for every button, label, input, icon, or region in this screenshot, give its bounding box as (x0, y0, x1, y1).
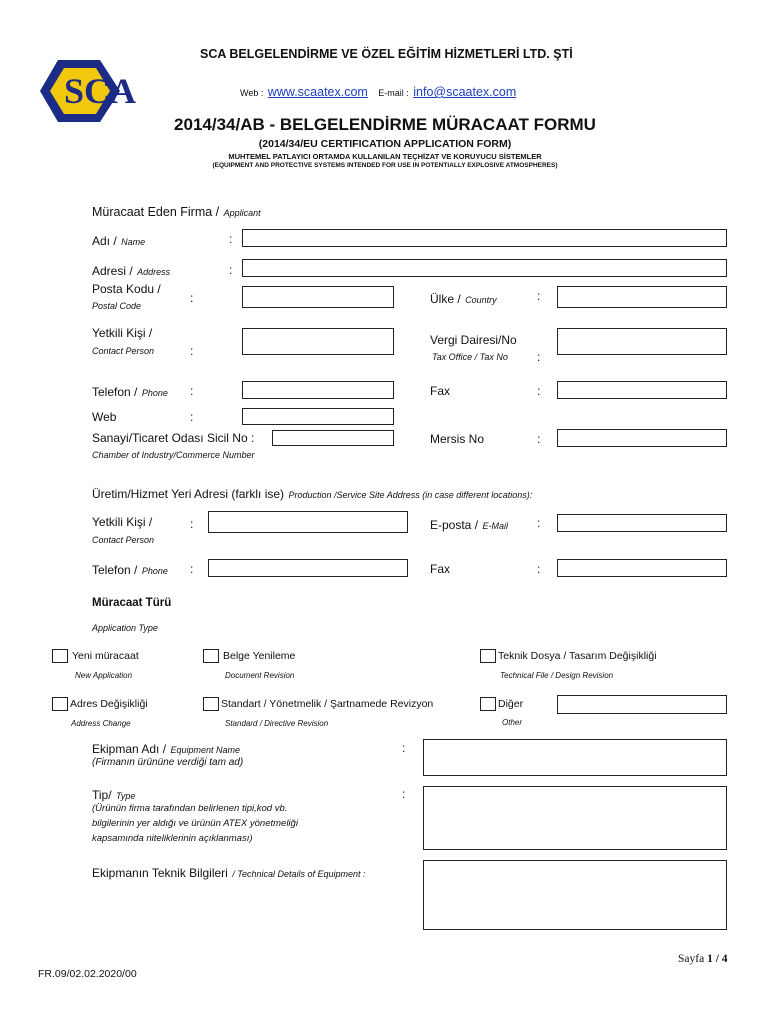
prod-email-label: E-posta / E-Mail (430, 518, 508, 532)
tech-details-field[interactable] (423, 860, 727, 930)
mersis-field[interactable] (557, 429, 727, 447)
form-subtitle-en: (2014/34/EU CERTIFICATION APPLICATION FORM) (258, 138, 512, 150)
postal-label: Posta Kodu / (92, 282, 161, 296)
application-type-heading: Müracaat Türü (92, 597, 172, 609)
name-field[interactable] (242, 229, 727, 247)
prod-contact-field[interactable] (208, 511, 408, 533)
tech-details-label: Ekipmanın Teknik Bilgileri / Technical Details of Equipment : (92, 866, 366, 880)
phone-field[interactable] (242, 381, 394, 399)
checkbox-new-application[interactable] (52, 649, 68, 663)
prod-contact-label-en: Contact Person (92, 535, 155, 545)
option-other-label: Diğer (498, 698, 524, 710)
tax-label-en: Tax Office / Tax No (432, 352, 508, 362)
checkbox-other[interactable] (480, 697, 496, 711)
page-indicator: Sayfa 1 / 4 (678, 953, 728, 965)
option-new-application-label: Yeni müracaat (72, 650, 139, 662)
applicant-heading-en: Applicant (223, 208, 261, 218)
checkbox-standard-revision[interactable] (203, 697, 219, 711)
type-note-3: kapsamında niteliklerinin açıklanması) (92, 833, 253, 844)
equipment-name-note: (Firmanın ürününe verdiği tam ad) (92, 757, 244, 768)
web-field-label: Web (92, 410, 117, 424)
checkbox-technical-file[interactable] (480, 649, 496, 663)
phone-label: Telefon / Phone (92, 385, 168, 399)
application-type-heading-en: Application Type (92, 623, 158, 633)
tax-label: Vergi Dairesi/No (430, 333, 517, 347)
prod-fax-field[interactable] (557, 559, 727, 577)
type-note-2: bilgilerinin yer aldığı ve ürünün ATEX yönetmeliği (92, 818, 298, 829)
prod-email-field[interactable] (557, 514, 727, 532)
equipment-name-field[interactable] (423, 739, 727, 776)
web-field[interactable] (242, 408, 394, 425)
other-field[interactable] (557, 695, 727, 714)
applicant-heading-tr: Müracaat Eden Firma / (92, 205, 220, 219)
country-label: Ülke / Country (430, 292, 497, 306)
prod-phone-label: Telefon / Phone (92, 563, 168, 577)
contact-label-en: Contact Person (92, 346, 155, 356)
option-new-application-en: New Application (75, 671, 133, 680)
checkbox-document-revision[interactable] (203, 649, 219, 663)
option-address-change-label: Adres Değişikliği (70, 698, 148, 710)
chamber-field[interactable] (272, 430, 394, 446)
chamber-label: Sanayi/Ticaret Odası Sicil No : (92, 431, 255, 445)
form-subtitle-scope: MUHTEMEL PATLAYICI ORTAMDA KULLANILAN TEÇHİZAT VE KORUYUCU SİSTEMLER (228, 152, 542, 161)
web-label: Web : (240, 88, 264, 98)
option-standard-revision-en: Standard / Directive Revision (225, 719, 329, 728)
type-label: Tip/ Type (92, 788, 136, 802)
postal-label-en: Postal Code (92, 301, 142, 311)
contact-field[interactable] (242, 328, 394, 355)
chamber-label-en: Chamber of Industry/Commerce Number (92, 450, 255, 460)
option-technical-file-label: Teknik Dosya / Tasarım Değişikliği (498, 650, 657, 662)
address-field[interactable] (242, 259, 727, 277)
option-standard-revision-label: Standart / Yönetmelik / Şartnamede Revizyon (221, 698, 434, 710)
option-address-change-en: Address Change (71, 719, 131, 728)
form-subtitle-scope-en: (EQUIPMENT AND PROTECTIVE SYSTEMS INTENDED FOR USE IN POTENTIALLY EXPLOSIVE ATMOSPHERES) (212, 162, 558, 169)
name-label: Adı / Name (92, 234, 146, 248)
form-title: 2014/34/AB - BELGELENDİRME MÜRACAAT FORMU (174, 115, 596, 134)
contact-line (240, 83, 516, 101)
postal-field[interactable] (242, 286, 394, 308)
type-note-1: (Ürünün firma tarafından belirlenen tipi,kod vb. (92, 803, 288, 814)
email-label: E-mail : (378, 88, 409, 98)
option-document-revision-en: Document Revision (225, 671, 295, 680)
equipment-name-label: Ekipman Adı / Equipment Name (92, 742, 241, 756)
country-field[interactable] (557, 286, 727, 308)
email-link[interactable]: info@scaatex.com (413, 85, 517, 99)
type-field[interactable] (423, 786, 727, 850)
fax-field[interactable] (557, 381, 727, 399)
form-code: FR.09/02.02.2020/00 (38, 968, 137, 980)
checkbox-address-change[interactable] (52, 697, 68, 711)
option-other-en: Other (502, 718, 523, 727)
tax-field[interactable] (557, 328, 727, 355)
applicant-heading (92, 203, 261, 221)
prod-phone-field[interactable] (208, 559, 408, 577)
logo-text: SCA (64, 71, 137, 111)
web-link[interactable]: www.scaatex.com (267, 85, 368, 99)
address-label: Adresi / Address (92, 264, 171, 278)
contact-label: Yetkili Kişi / (92, 326, 153, 340)
mersis-label: Mersis No (430, 432, 485, 446)
prod-fax-label: Fax (430, 562, 451, 576)
production-heading: Üretim/Hizmet Yeri Adresi (farklı ise) Production /Service Site Address (in case different locations): (92, 487, 533, 501)
fax-label: Fax (430, 384, 451, 398)
prod-contact-label: Yetkili Kişi / (92, 515, 153, 529)
company-name: SCA BELGELENDİRME VE ÖZEL EĞİTİM HİZMETLERİ LTD. ŞTİ (200, 47, 573, 61)
option-technical-file-en: Technical File / Design Revision (500, 671, 614, 680)
option-document-revision-label: Belge Yenileme (223, 650, 296, 662)
